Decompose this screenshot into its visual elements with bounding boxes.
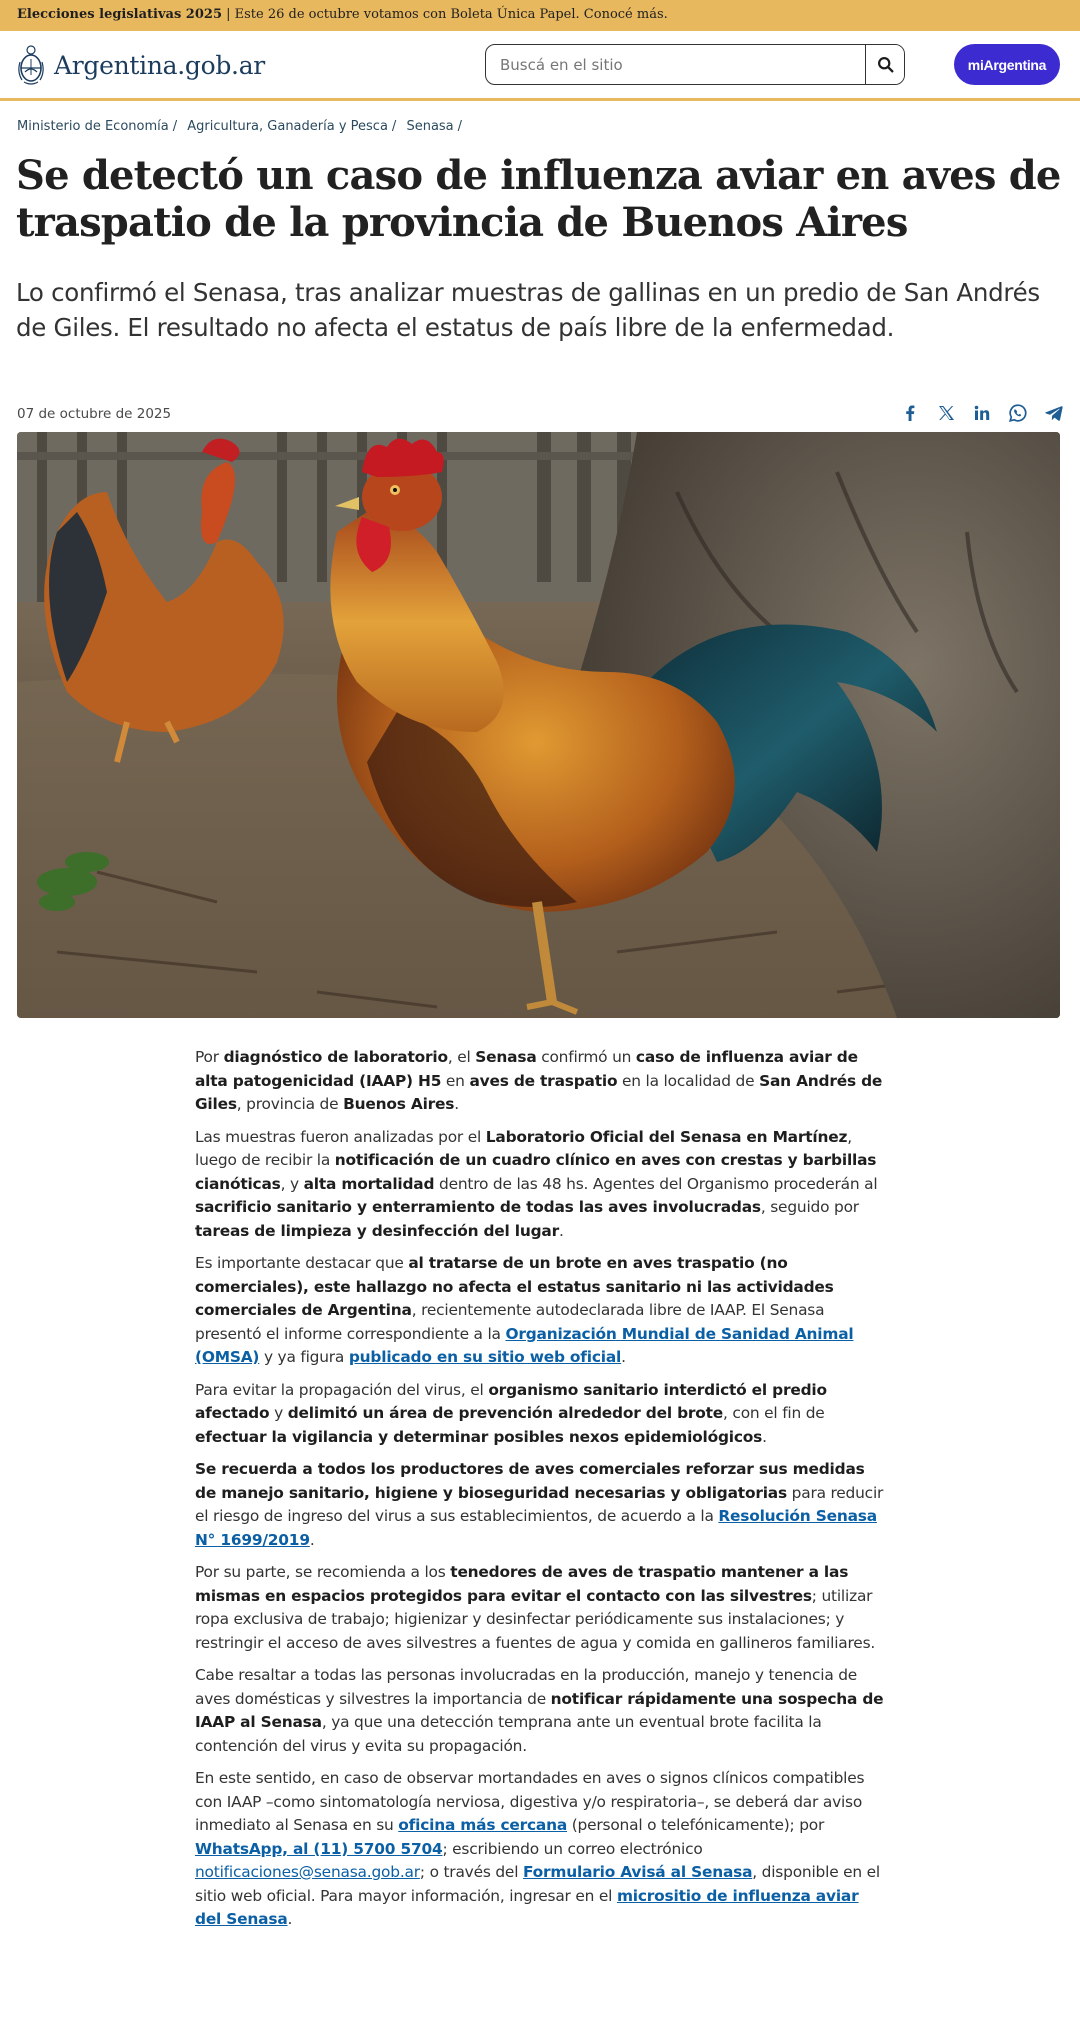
resolution-link[interactable]: Resolución Senasa N° 1699/2019 xyxy=(195,1507,877,1549)
paragraph-1: Por diagnóstico de laboratorio, el Senasa confirmó un caso de influenza aviar de alta patogenicidad (IAAP) H5 en aves de traspatio en la localidad de San Andrés de Giles, provincia de Buenos Aires. xyxy=(195,1048,883,1113)
office-link[interactable]: oficina más cercana xyxy=(398,1816,568,1834)
whatsapp-link[interactable]: WhatsApp, al (11) 5700 5704 xyxy=(195,1839,443,1858)
breadcrumb-item[interactable]: Senasa xyxy=(406,119,454,134)
breadcrumb-item[interactable]: Ministerio de Economía xyxy=(17,119,169,134)
form-link[interactable]: Formulario Avisá al Senasa xyxy=(522,1863,753,1881)
share-whatsapp[interactable] xyxy=(1000,400,1036,426)
whatsapp-icon xyxy=(1008,403,1028,423)
omsa-link[interactable]: Organización Mundial de Sanidad Animal (OMSA) xyxy=(195,1324,854,1366)
share-linkedin[interactable] xyxy=(964,400,1000,426)
official-site-link[interactable]: publicado en su sitio web oficial xyxy=(348,1348,622,1366)
page-subtitle: Lo confirmó el Senasa, tras analizar muestras de gallinas en un predio de San Andrés de Giles. El resultado no afecta el estatus de país libre de la enfermedad. xyxy=(16,278,1040,342)
search-input[interactable] xyxy=(486,45,865,84)
paragraph-7: Cabe resaltar a todas las personas involucradas en la producción, manejo y tenencia de aves domésticas y silvestres la importancia de notificar rápidamente una sospecha de IAAP al Senasa, ya que una detección temprana ante un eventual brote facilita la contención del virus y evita su propagación. xyxy=(195,1666,884,1755)
share-x[interactable] xyxy=(928,400,964,426)
announcement-banner[interactable] xyxy=(0,0,1080,31)
x-icon xyxy=(936,403,956,423)
page-title: Se detectó un caso de influenza aviar en aves de traspatio de la provincia de Buenos Aires xyxy=(16,152,1061,246)
site-header xyxy=(0,31,1080,101)
share-facebook[interactable] xyxy=(892,400,928,426)
article-body xyxy=(195,1046,885,1941)
breadcrumb: Ministerio de Economía / Agricultura, Ganadería y Pesca / Senasa / xyxy=(17,119,463,134)
share-bar xyxy=(892,400,1072,426)
email-link[interactable]: notificaciones@senasa.gob.ar xyxy=(195,1863,420,1881)
facebook-icon xyxy=(900,403,920,423)
mi-argentina-button[interactable]: miArgentina xyxy=(954,44,1060,85)
site-logo[interactable] xyxy=(16,41,265,89)
banner-text: | Este 26 de octubre votamos con Boleta Única Papel. Conocé más. xyxy=(222,7,668,22)
roosters-photo xyxy=(17,432,1060,1018)
microsite-link[interactable]: micrositio de influenza aviar del Senasa xyxy=(195,1886,859,1928)
publish-date: 07 de octubre de 2025 xyxy=(17,406,172,422)
search-button[interactable] xyxy=(865,45,904,84)
logo-text: Argentina.gob.ar xyxy=(54,50,265,80)
search-box xyxy=(485,44,905,85)
article-image xyxy=(17,432,1060,1018)
paragraph-8: En este sentido, en caso de observar mortandades en aves o signos clínicos compatibles con IAAP –como sintomatología nerviosa, digestiva y/o respiratoria–, se deberá dar aviso inmediato al Senasa en su oficina más cercana (personal o telefónicamente); por WhatsApp, al (11) 5700 5704; escribiendo un correo electrónico notificaciones@senasa.gob.ar; o través del Formulario Avisá al Senasa, disponible en el sitio web oficial. Para mayor información, ingresar en el micrositio de influenza aviar del Senasa. xyxy=(195,1769,881,1928)
paragraph-6: Por su parte, se recomienda a los tenedores de aves de traspatio mantener a las mismas en espacios protegidos para evitar el contacto con las silvestres; utilizar ropa exclusiva de trabajo; higienizar y desinfectar periódicamente sus instalaciones; y restringir el acceso de aves silvestres a fuentes de agua y comida en gallineros familiares. xyxy=(195,1563,876,1652)
search-icon xyxy=(877,56,894,73)
coat-of-arms-icon xyxy=(16,42,46,88)
telegram-icon xyxy=(1044,403,1064,423)
paragraph-5: Se recuerda a todos los productores de aves comerciales reforzar sus medidas de manejo sanitario, higiene y bioseguridad necesarias y obligatorias para reducir el riesgo de ingreso del virus a sus establecimientos, de acuerdo a la Resolución Senasa N° 1699/2019. xyxy=(195,1460,884,1549)
paragraph-3: Es importante destacar que al tratarse de un brote en aves traspatio (no comerciales), este hallazgo no afecta el estatus sanitario ni las actividades comerciales de Argentina, recientemente autodeclarada libre de IAAP. El Senasa presentó el informe correspondiente a la Organización Mundial de Sanidad Animal (OMSA) y ya figura publicado en su sitio web oficial. xyxy=(195,1254,854,1366)
paragraph-4: Para evitar la propagación del virus, el organismo sanitario interdictó el predio afectado y delimitó un área de prevención alrededor del brote, con el fin de efectuar la vigilancia y determinar posibles nexos epidemiológicos. xyxy=(195,1380,827,1446)
linkedin-icon xyxy=(972,403,992,423)
breadcrumb-item[interactable]: Agricultura, Ganadería y Pesca xyxy=(187,119,388,134)
paragraph-2: Las muestras fueron analizadas por el Laboratorio Oficial del Senasa en Martínez, luego de recibir la notificación de un cuadro clínico en aves con crestas y barbillas cianóticas, y alta mortalidad dentro de las 48 hs. Agentes del Organismo procederán al sacrificio sanitario y enterramiento de todas las aves involucradas, seguido por tareas de limpieza y desinfección del lugar. xyxy=(195,1127,878,1240)
share-telegram[interactable] xyxy=(1036,400,1072,426)
banner-bold: Elecciones legislativas 2025 xyxy=(17,7,222,22)
